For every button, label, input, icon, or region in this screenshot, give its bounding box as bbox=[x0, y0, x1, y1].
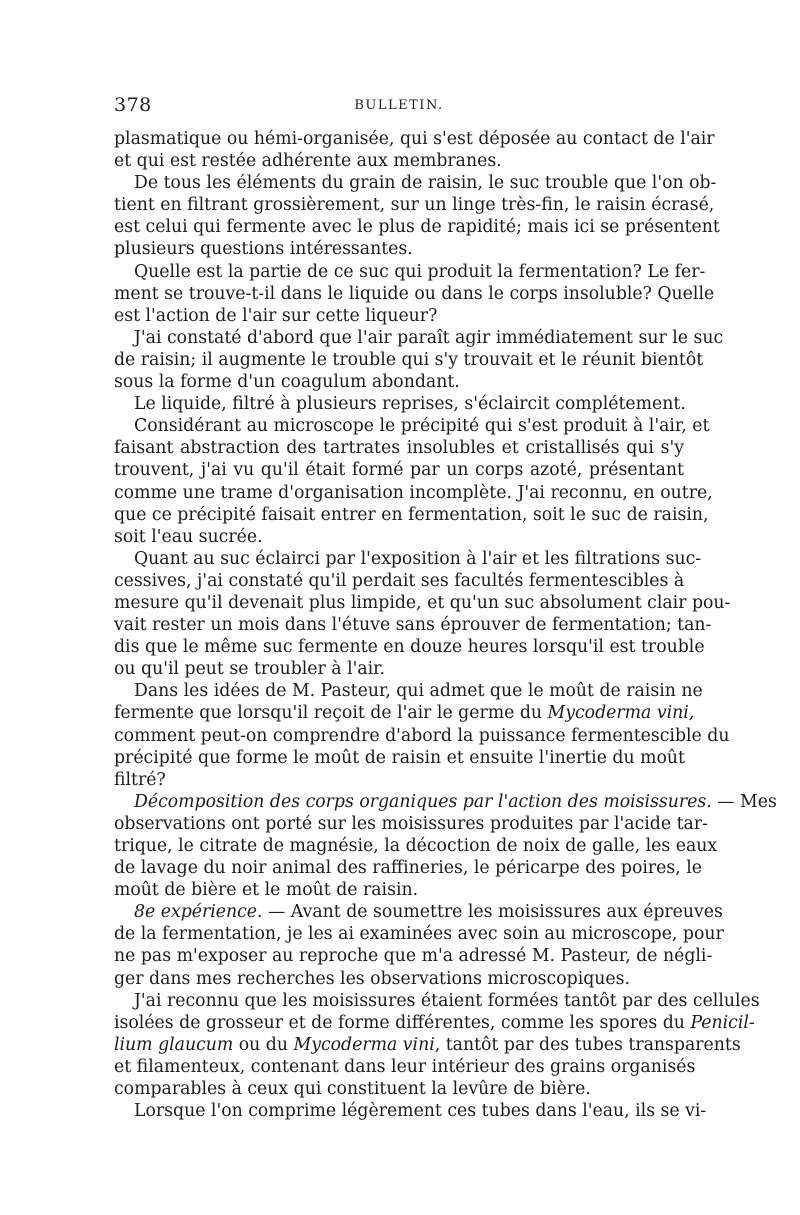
text-fragment: , tantôt par des tubes transparents bbox=[434, 1034, 741, 1055]
text-line: ou qu'il peut se troubler à l'air. bbox=[114, 659, 386, 680]
text-line: soit l'eau sucrée. bbox=[114, 526, 263, 547]
text-fragment: — Mes bbox=[717, 791, 777, 812]
text-fragment: isolées de grosseur et de forme différentes, comme les spores du bbox=[114, 1012, 685, 1033]
text-line: Lorsque l'on comprime légèrement ces tubes dans l'eau, ils se vi- bbox=[134, 1101, 707, 1122]
text-line: comparables à ceux qui constituent la levûre de bière. bbox=[114, 1079, 591, 1100]
paragraph bbox=[114, 680, 730, 790]
text-fragment: fermente que lorsqu'il reçoit de l'air le germe du bbox=[114, 703, 543, 724]
paragraph bbox=[114, 261, 715, 327]
text-line: observations ont porté sur les moisissures produites par l'acide tar- bbox=[114, 813, 708, 834]
page-header bbox=[114, 94, 684, 120]
text-line: Quant au suc éclairci par l'exposition à l'air et les filtrations suc- bbox=[134, 548, 702, 569]
text-line bbox=[114, 1034, 741, 1056]
text-line: sous la forme d'un coagulum abondant. bbox=[114, 372, 460, 393]
text-line: moût de bière et le moût de raisin. bbox=[114, 880, 419, 901]
text-line: Quelle est la partie de ce suc qui produit la fermentation? Le fer- bbox=[134, 261, 706, 282]
text-line: Le liquide, filtré à plusieurs reprises, s'éclaircit complétement. bbox=[134, 394, 686, 415]
text-line: mesure qu'il devenait plus limpide, et qu'un suc absolument clair pou- bbox=[114, 592, 731, 613]
text-line: trouvent, j'ai vu qu'il était formé par un corps azoté, présentant bbox=[114, 460, 684, 481]
text-line: dis que le même suc fermente en douze heures lorsqu'il est trouble bbox=[114, 637, 705, 658]
body-text bbox=[114, 128, 777, 1122]
text-line bbox=[114, 791, 777, 813]
text-line: de lavage du noir animal des raffineries, le péricarpe des poires, le bbox=[114, 858, 702, 879]
text-line: De tous les éléments du grain de raisin, le suc trouble que l'on ob- bbox=[134, 173, 717, 194]
text-line bbox=[114, 901, 723, 923]
text-fragment: — Avant de soumettre les moisissures aux épreuves bbox=[268, 902, 723, 923]
text-line: et filamenteux, contenant dans leur intérieur des grains organisés bbox=[114, 1056, 696, 1077]
text-line: plasmatique ou hémi-organisée, qui s'est déposée au contact de l'air bbox=[114, 129, 715, 149]
text-line: que ce précipité faisait entrer en fermentation, soit le suc de raisin, bbox=[114, 504, 709, 525]
text-line: Considérant au microscope le précipité qui s'est produit à l'air, et bbox=[134, 416, 710, 437]
text-line: Dans les idées de M. Pasteur, qui admet que le moût de raisin ne bbox=[134, 681, 703, 702]
paragraph bbox=[114, 172, 720, 260]
text-line bbox=[114, 1012, 755, 1034]
paragraph bbox=[114, 990, 760, 1100]
paragraph bbox=[114, 791, 777, 901]
text-line: vait rester un mois dans l'étuve sans éprouver de fermentation; tan- bbox=[114, 615, 712, 636]
text-line bbox=[114, 702, 695, 724]
text-line: faisant abstraction des tartrates insolubles et cristallisés qui s'y bbox=[114, 438, 684, 459]
text-line: de raisin; il augmente le trouble qui s'y trouvait et le réunit bientôt bbox=[114, 349, 704, 370]
text-line: précipité que forme le moût de raisin et ensuite l'inertie du moût bbox=[114, 747, 685, 768]
paragraph bbox=[114, 415, 713, 548]
text-line: ne pas m'exposer au reproche que m'a adressé M. Pasteur, de négli- bbox=[114, 946, 713, 967]
italic-term: lium glaucum bbox=[114, 1034, 234, 1055]
italic-term: Mycoderma vini, bbox=[547, 703, 695, 724]
page-number: 378 bbox=[114, 94, 152, 116]
text-line: ger dans mes recherches les observations microscopiques. bbox=[114, 968, 631, 989]
running-head: BULLETIN. bbox=[354, 98, 444, 113]
text-line: comment peut-on comprendre d'abord la puissance fermentescible du bbox=[114, 725, 730, 746]
experiment-label: 8e expérience. bbox=[134, 902, 263, 923]
text-line: trique, le citrate de magnésie, la décoction de noix de galle, les eaux bbox=[114, 836, 718, 856]
paragraph bbox=[114, 393, 684, 415]
text-line: de la fermentation, je les ai examinées avec soin au microscope, pour bbox=[114, 924, 724, 945]
text-line: cessives, j'ai constaté qu'il perdait ses facultés fermentescibles à bbox=[114, 570, 685, 591]
paragraph bbox=[114, 1100, 707, 1122]
text-line: filtré? bbox=[114, 769, 166, 790]
text-line: ment se trouve-t-il dans le liquide ou dans le corps insoluble? Quelle bbox=[114, 283, 715, 304]
text-line: comme une trame d'organisation incomplète. J'ai reconnu, en outre, bbox=[114, 482, 713, 503]
section-heading: Décomposition des corps organiques par l'action des moisissures. bbox=[134, 791, 712, 812]
paragraph bbox=[114, 128, 715, 172]
text-line: plusieurs questions intéressantes. bbox=[114, 239, 413, 260]
text-line: et qui est restée adhérente aux membranes. bbox=[114, 151, 502, 172]
paragraph bbox=[114, 901, 724, 989]
paragraph bbox=[114, 548, 731, 681]
italic-term: Mycoderma vini bbox=[293, 1034, 435, 1055]
italic-term: Penicil- bbox=[690, 1012, 755, 1033]
text-line: J'ai reconnu que les moisissures étaient formées tantôt par des cellules bbox=[134, 990, 760, 1011]
text-line: J'ai constaté d'abord que l'air paraît agir immédiatement sur le suc bbox=[134, 327, 724, 348]
text-fragment: ou du bbox=[238, 1034, 289, 1055]
text-line: tient en filtrant grossièrement, sur un linge très-fin, le raisin écrasé, bbox=[114, 195, 715, 216]
text-line: est celui qui fermente avec le plus de rapidité; mais ici se présentent bbox=[114, 217, 720, 238]
text-line: est l'action de l'air sur cette liqueur? bbox=[114, 305, 438, 326]
paragraph bbox=[114, 327, 724, 393]
